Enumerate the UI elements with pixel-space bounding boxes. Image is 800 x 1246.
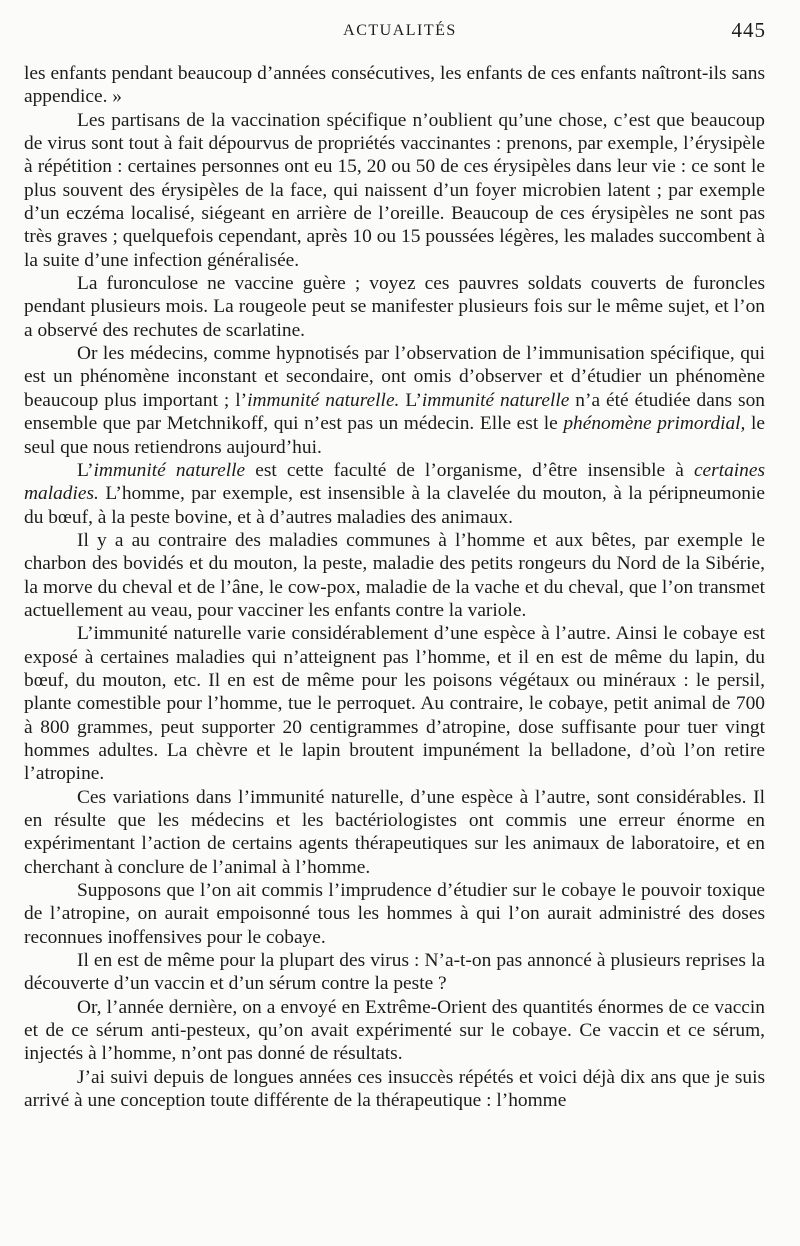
italic-text: certaines maladies. bbox=[24, 459, 766, 505]
text-run: les enfants pendant beaucoup d’années consécutives, les enfants de ces enfants naîtront-ils sans appendice. » bbox=[24, 63, 765, 108]
paragraph bbox=[24, 109, 765, 272]
text-run: Il y a au contraire des maladies communes à l’homme et aux bêtes, par exemple le charbon des bovidés et du mouton, la peste, maladie des petits rongeurs du Nord de la Sibérie, la morve du cheval et de l’âne, le cow-pox, maladie de la vache et du cheval, que l’on transmet actuellement au veau, pour vacciner les enfants contre la variole. bbox=[24, 529, 765, 621]
paragraph bbox=[24, 949, 765, 996]
paragraph bbox=[24, 622, 765, 785]
text-run: le seul que nous retiendrons aujourd’hui. bbox=[24, 413, 765, 458]
text-run: La furonculose ne vaccine guère ; voyez ces pauvres soldats couverts de furoncles pendant plusieurs mois. La rougeole peut se manifester plusieurs fois sur le même sujet, et l’on a observé des rechutes de scarlatine. bbox=[24, 273, 765, 341]
text-run: Les partisans de la vaccination spécifique n’oublient qu’une chose, c’est que beaucoup de virus sont tout à fait dépourvus de propriétés vaccinantes : prenons, par exemple, l’érysipèle à répétition : certaines personnes ont eu 15, 20 ou 50 de ces érysipèles dans leur vie : ce sont le plus souvent des érysipèles de la face, qui naissent d’un foyer microbien latent ; par exemple d’un eczéma localisé, siégeant en arrière de l’oreille. Beaucoup de ces érysipèles ne sont pas très graves ; quelquefois cependant, après 10 ou 15 poussées légères, les malades succombent à la suite d’une infection généralisée. bbox=[24, 109, 765, 271]
running-header bbox=[24, 18, 776, 46]
text-run: Il en est de même pour la plupart des virus : N’a-t-on pas annoncé à plusieurs reprises la découverte d’un vaccin et d’un sérum contre la peste ? bbox=[24, 950, 765, 995]
paragraph bbox=[24, 529, 765, 622]
body-text bbox=[24, 62, 765, 1112]
paragraph bbox=[24, 996, 765, 1066]
italic-text: immunité naturelle. bbox=[247, 389, 400, 411]
italic-text: immunité naturelle bbox=[421, 389, 570, 411]
text-run: Supposons que l’on ait commis l’imprudence d’étudier sur le cobaye le pouvoir toxique de l’atropine, on aurait empoisonné tous les hommes à qui l’on aurait administré des doses reconnues inoffensives pour le cobaye. bbox=[24, 880, 765, 948]
running-title: ACTUALITÉS bbox=[343, 22, 457, 39]
paragraph bbox=[24, 786, 765, 879]
paragraph bbox=[24, 272, 765, 342]
text-run: L’homme, par exemple, est insensible à la clavelée du mouton, à la péripneumonie du bœuf, à la peste bovine, et à d’autres maladies des animaux. bbox=[24, 483, 765, 528]
paragraph bbox=[24, 879, 765, 949]
page-number: 445 bbox=[731, 18, 766, 42]
paragraph bbox=[24, 1066, 765, 1113]
text-run: n’a été étudiée dans son ensemble que par Metchnikoff, qui n’est pas un médecin. Elle est le bbox=[24, 389, 765, 435]
text-run: est cette faculté de l’organisme, d’être insensible à bbox=[245, 459, 694, 481]
text-run: Or les médecins, comme hypnotisés par l’observation de l’immunisation spécifique, qui est un phénomène inconstant et secondaire, ont omis d’observer et d’étudier un phénomène beaucoup plus important ; l’ bbox=[24, 343, 765, 411]
text-run: L’ bbox=[399, 389, 422, 411]
text-run: Or, l’année dernière, on a envoyé en Extrême-Orient des quantités énormes de ce vaccin et de ce sérum anti-pesteux, qu’on avait expérimenté sur le cobaye. Ce vaccin et ce sérum, injectés à l’homme, n’ont pas donné de résultats. bbox=[24, 996, 765, 1065]
paragraph bbox=[24, 459, 765, 529]
paragraph bbox=[24, 62, 765, 109]
text-run: L’ bbox=[77, 459, 94, 481]
paragraph bbox=[24, 342, 765, 459]
italic-text: immunité naturelle bbox=[93, 459, 246, 481]
text-run: Ces variations dans l’immunité naturelle, d’une espèce à l’autre, sont considérables. Il en résulte que les médecins et les bactériologistes ont commis une erreur énorme en expérimentant l’action de certains agents thérapeutiques sur les animaux de laboratoire, et en cherchant à conclure de l’animal à l’homme. bbox=[24, 786, 765, 878]
text-run: J’ai suivi depuis de longues années ces insuccès répétés et voici déjà dix ans que je suis arrivé à une conception toute différente de la thérapeutique : l’homme bbox=[24, 1066, 765, 1112]
text-run: L’immunité naturelle varie considérablement d’une espèce à l’autre. Ainsi le cobaye est exposé à certaines maladies qui n’atteignent pas l’homme, et il en est de même du lapin, du bœuf, du mouton, etc. Il en est de même pour les poisons végétaux ou minéraux : le persil, plante comestible pour l’homme, tue le perroquet. Au contraire, le cobaye, petit animal de 700 à 800 grammes, peut supporter 20 centigrammes d’atropine, dose suffisante pour tuer vingt hommes adultes. La chèvre et le lapin broutent impunément la belladone, d’où l’on retire l’atropine. bbox=[24, 623, 765, 785]
italic-text: phénomène primordial, bbox=[563, 413, 746, 435]
